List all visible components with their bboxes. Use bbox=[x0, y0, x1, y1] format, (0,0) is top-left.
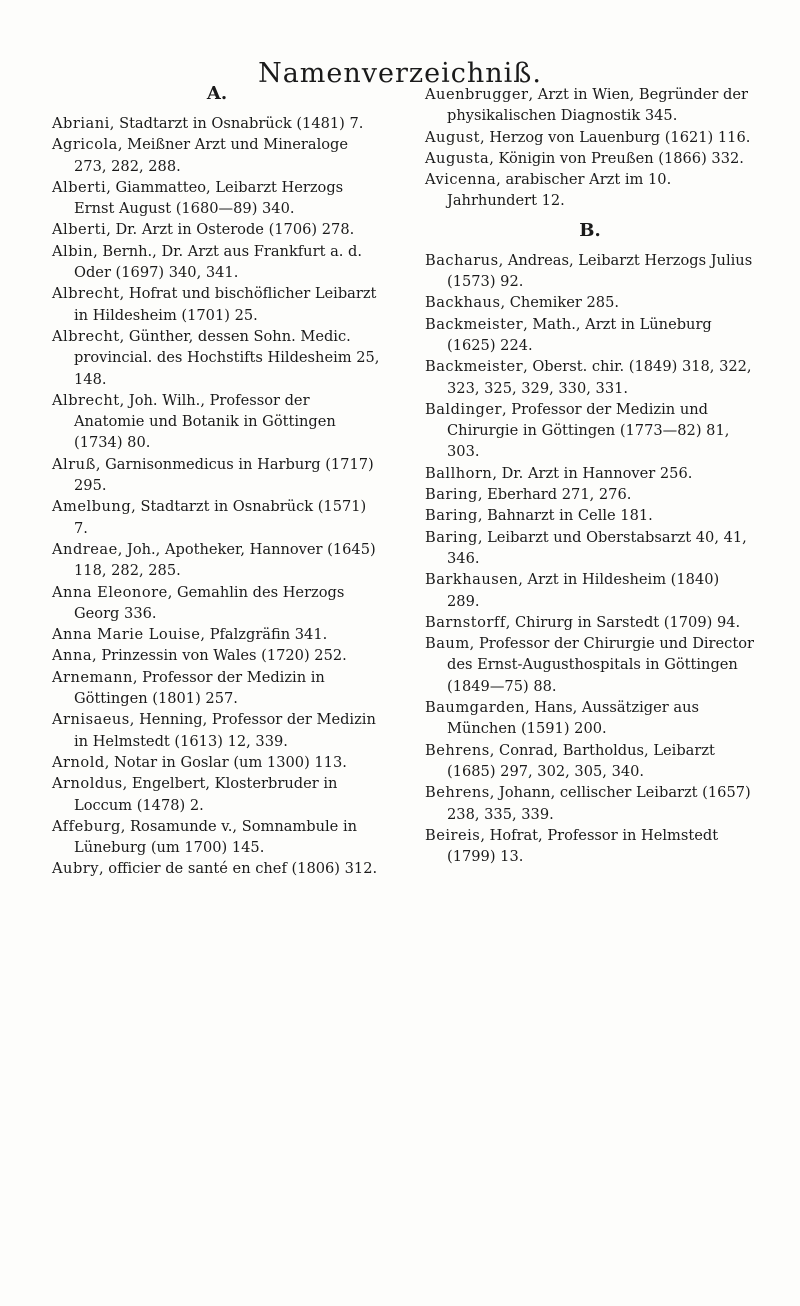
entry-text: , Professor der Medizin und Chirurgie in Göttingen (1773—82) 81, 303. bbox=[447, 400, 730, 461]
entry-name: Barkhausen bbox=[425, 571, 519, 589]
entry-text: , Eberhard 271, 276. bbox=[477, 486, 632, 504]
index-entry bbox=[425, 399, 755, 463]
entry-text: , Garnisonmedicus in Harburg (1717) 295. bbox=[74, 455, 374, 495]
entry-text: , arabischer Arzt im 10. Jahrhundert 12. bbox=[447, 171, 672, 210]
index-entry bbox=[425, 292, 755, 313]
entry-name: Barnstorff bbox=[425, 613, 506, 631]
entry-name: Alberti bbox=[52, 178, 107, 196]
entry-name: Arnisaeus bbox=[52, 711, 130, 729]
entry-name: Backmeister bbox=[425, 358, 524, 376]
index-entry bbox=[52, 773, 382, 816]
entry-name: Andreae bbox=[52, 540, 118, 558]
index-entry bbox=[425, 569, 755, 612]
entry-name: Auenbrugger bbox=[425, 86, 529, 103]
entry-text: , Hans, Aussätziger aus München (1591) 200. bbox=[447, 699, 699, 738]
entry-text: , Pfalzgräfin 341. bbox=[200, 626, 328, 644]
entry-name: Baring bbox=[425, 507, 478, 525]
index-entry bbox=[425, 782, 755, 825]
index-entry bbox=[52, 645, 382, 666]
index-entry bbox=[425, 697, 755, 740]
entry-text: , Conrad, Bartholdus, Leibarzt (1685) 297, 302, 305, 340. bbox=[447, 741, 715, 780]
index-entry bbox=[425, 484, 755, 505]
entry-text: , Bernh., Dr. Arzt aus Frankfurt a. d. Oder (1697) 340, 341. bbox=[74, 242, 363, 282]
entry-name: Baring bbox=[425, 528, 478, 546]
section-letter: B. bbox=[579, 219, 601, 241]
entry-text: , Stadtarzt in Osnabrück (1481) 7. bbox=[109, 115, 364, 132]
entry-name: Behrens bbox=[425, 741, 490, 759]
entry-name: Alruß bbox=[52, 455, 96, 473]
entry-text: , Leibarzt und Oberstabsarzt 40, 41, 346. bbox=[447, 528, 747, 567]
index-entry bbox=[52, 752, 382, 773]
entry-text: , Arzt in Hildesheim (1840) 289. bbox=[447, 571, 720, 610]
index-entry bbox=[52, 326, 382, 390]
entry-name: Baring bbox=[425, 486, 478, 504]
index-entry bbox=[52, 709, 382, 752]
index-entry bbox=[425, 314, 755, 357]
entry-text: , Dr. Arzt in Osterode (1706) 278. bbox=[106, 221, 355, 239]
index-entry bbox=[52, 667, 382, 710]
entry-name: Amelbung bbox=[52, 498, 132, 516]
entry-text: , Stadtarzt in Osnabrück (1571) 7. bbox=[74, 498, 367, 537]
entry-name: Behrens bbox=[425, 784, 490, 802]
entry-text: , Hofrat und bischöflicher Leibarzt in Hildesheim (1701) 25. bbox=[74, 285, 377, 324]
index-entry bbox=[425, 250, 755, 293]
entry-name: Avicenna bbox=[425, 171, 497, 189]
entry-name: Alberti bbox=[52, 221, 107, 239]
index-entry bbox=[52, 496, 382, 539]
entry-text: , Prinzessin von Wales (1720) 252. bbox=[92, 647, 347, 665]
entry-name: Baum bbox=[425, 635, 470, 653]
index-entry bbox=[52, 241, 382, 284]
entry-text: , Oberst. chir. (1849) 318, 322, 323, 325, 329, 330, 331. bbox=[447, 358, 752, 397]
entry-name: Abriani bbox=[52, 115, 110, 132]
entry-text: , Professor der Chirurgie und Director des Ernst-Augusthospitals in Göttingen (1849—75) 88. bbox=[447, 635, 754, 695]
entry-text: , Johann, cellischer Leibarzt (1657) 238, 335, 339. bbox=[447, 784, 751, 823]
entry-name: Anna Eleonore bbox=[52, 583, 168, 601]
entry-text: , Andreas, Leibarzt Herzogs Julius (1573) 92. bbox=[447, 251, 753, 291]
index-entry bbox=[425, 825, 755, 868]
entry-name: Anna bbox=[52, 647, 93, 665]
index-entry bbox=[425, 127, 755, 148]
entry-name: Aubry bbox=[52, 860, 100, 878]
index-entry bbox=[425, 463, 755, 484]
entry-text: , officier de santé en chef (1806) 312. bbox=[99, 860, 378, 878]
index-entry bbox=[52, 816, 382, 859]
index-entry bbox=[52, 113, 382, 134]
entry-name: Beireis bbox=[425, 826, 481, 844]
entry-text: , Arzt in Wien, Begründer der physikalischen Diagnostik 345. bbox=[447, 86, 748, 125]
entry-name: Albrecht bbox=[52, 285, 120, 303]
entry-text: , Engelbert, Klosterbruder in Loccum (1478) 2. bbox=[74, 775, 338, 814]
entry-name: Arnold bbox=[52, 753, 105, 771]
entry-text: , Professor der Medizin in Göttingen (1801) 257. bbox=[74, 668, 325, 708]
index-entry bbox=[425, 505, 755, 526]
entry-text: , Math., Arzt in Lüneburg (1625) 224. bbox=[447, 315, 712, 354]
entry-text: , Henning, Professor der Medizin in Helmstedt (1613) 12, 339. bbox=[74, 711, 376, 750]
index-entry bbox=[52, 390, 382, 454]
index-entry bbox=[52, 283, 382, 326]
index-entry bbox=[52, 624, 382, 645]
column-right bbox=[425, 84, 755, 867]
index-entry bbox=[52, 858, 382, 879]
index-entry bbox=[425, 148, 755, 169]
index-entry bbox=[425, 740, 755, 783]
entry-text: , Chirurg in Sarstedt (1709) 94. bbox=[505, 613, 741, 631]
entry-text: , Herzog von Lauenburg (1621) 116. bbox=[480, 128, 751, 146]
entry-text: , Bahnarzt in Celle 181. bbox=[477, 507, 653, 525]
entry-text: , Rosamunde v., Somnambule in Lüneburg (um 1700) 145. bbox=[74, 817, 358, 857]
column-left bbox=[52, 83, 382, 880]
index-entry bbox=[425, 356, 755, 399]
index-entry bbox=[52, 539, 382, 582]
index-entry bbox=[52, 454, 382, 497]
entry-text: , Hofrat, Professor in Helmstedt (1799) 13. bbox=[447, 826, 719, 866]
entry-name: Baldinger bbox=[425, 400, 502, 418]
entry-name: Arnemann bbox=[52, 668, 133, 686]
entry-name: Albrecht bbox=[52, 327, 120, 345]
entry-text: , Notar in Goslar (um 1300) 113. bbox=[104, 753, 347, 771]
index-entry bbox=[425, 527, 755, 570]
entry-name: Augusta bbox=[425, 149, 490, 167]
index-entry bbox=[52, 219, 382, 240]
entry-name: Arnoldus bbox=[52, 775, 123, 793]
entry-name: Anna Marie Louise bbox=[52, 626, 201, 644]
index-entry bbox=[425, 169, 755, 212]
entry-text: , Joh., Apotheker, Hannover (1645) 118, 282, 285. bbox=[74, 540, 376, 580]
entry-text: , Günther, dessen Sohn. Medic. provincial. des Hochstifts Hildesheim 25, 148. bbox=[74, 327, 380, 388]
entry-text: , Joh. Wilh., Professor der Anatomie und Botanik in Göttingen (1734) 80. bbox=[74, 391, 336, 452]
entry-text: , Meißner Arzt und Mineraloge 273, 282, 288. bbox=[74, 136, 349, 175]
entry-text: , Chemiker 285. bbox=[500, 294, 620, 312]
entry-text: , Gemahlin des Herzogs Georg 336. bbox=[74, 583, 345, 622]
entry-text: , Dr. Arzt in Hannover 256. bbox=[492, 464, 693, 482]
entry-name: Albrecht bbox=[52, 391, 120, 409]
index-entry bbox=[425, 84, 755, 127]
index-entry bbox=[52, 582, 382, 625]
entry-name: Albin bbox=[52, 242, 94, 260]
entry-name: Ballhorn bbox=[425, 464, 493, 482]
index-entry bbox=[425, 612, 755, 633]
index-entry bbox=[425, 633, 755, 697]
entry-name: August bbox=[425, 128, 481, 146]
entry-name: Bacharus bbox=[425, 251, 499, 269]
entry-name: Agricola bbox=[52, 136, 118, 154]
entry-text: , Königin von Preußen (1866) 332. bbox=[489, 149, 744, 167]
entry-name: Affeburg bbox=[52, 817, 121, 835]
entry-name: Backhaus bbox=[425, 294, 501, 312]
entry-name: Baumgarden bbox=[425, 699, 526, 717]
section-letter: A. bbox=[206, 83, 228, 104]
page-title: Namenverzeichniß. bbox=[258, 58, 542, 89]
entry-text: , Giammatteo, Leibarzt Herzogs Ernst August (1680—89) 340. bbox=[74, 178, 344, 218]
index-entry bbox=[52, 177, 382, 220]
index-entry bbox=[52, 134, 382, 177]
entry-name: Backmeister bbox=[425, 315, 524, 333]
